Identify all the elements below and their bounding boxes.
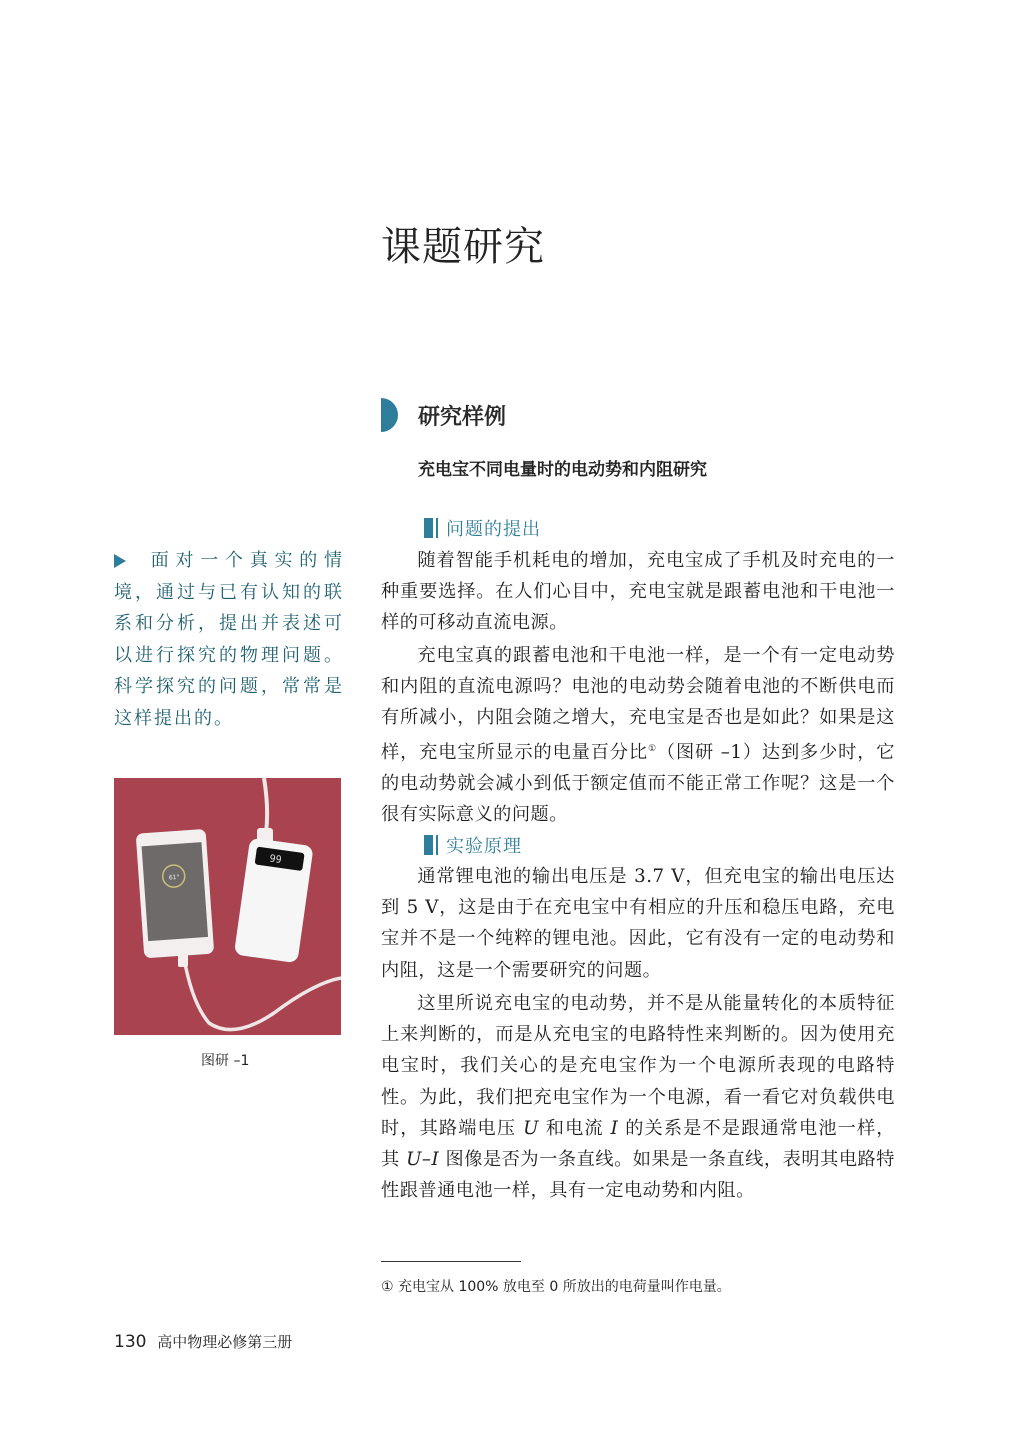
paragraph [381,988,895,1206]
paragraph-text: 的关系是不是跟通常电池一样，其 [381,1117,895,1171]
topic-title: 充电宝不同电量时的电动势和内阻研究 [418,460,707,480]
chapter-title: 课题研究 [381,224,545,270]
variable-I: I [610,1117,619,1139]
paragraph-text: 这里所说充电宝的电动势，并不是从能量转化的本质特征上来判断的，而是从充电宝的电路特性来判断的。因为使用充电宝时，我们关心的是充电宝作为一个电源所表现的电路特性。为此，我们把充电宝作为一个电源，看一看它对负载供电时，其路端电压 [381,993,895,1139]
side-note [114,545,344,734]
svg-text:99: 99 [268,853,283,867]
page-number: 130 [114,1332,147,1352]
bar-marker-icon [436,518,438,538]
figure-caption: 图研 –1 [201,1053,250,1069]
page-footer [114,1331,292,1352]
bar-marker-icon [424,835,433,855]
half-circle-marker-icon [381,398,398,432]
side-note-text: 面对一个真实的情境，通过与已有认知的联系和分析，提出并表述可以进行探究的物理问题。科学探究的问题，常常是这样提出的。 [114,550,344,729]
subsection-heading-principle [424,832,522,858]
paragraph: 随着智能手机耗电的增加，充电宝成了手机及时充电的一种重要选择。在人们心目中，充电宝就是跟蓄电池和干电池一样的可移动直流电源。 [381,550,895,634]
subsection-heading-question [424,515,541,541]
paragraph-text: （图研 –1）达到多少时，它的电动势就会减小到低于额定值而不能正常工作呢？这是一个很有实际意义的问题。 [381,741,895,826]
paragraph-text: 充电宝真的跟蓄电池和干电池一样，是一个有一定电动势和内阻的直流电源吗？电池的电动势会随着电池的不断供电而有所减小，内阻会随之增大，充电宝是否也是如此？如果是这样，充电宝所显示的电量百分比 [381,645,895,763]
section-heading [381,398,506,432]
paragraph [381,640,895,830]
svg-text:61°: 61° [168,873,180,882]
subsection-title: 问题的提出 [446,519,541,540]
variable-U-I: U–I [406,1149,440,1171]
figure-photo [114,778,341,1035]
bar-marker-icon [436,835,438,855]
paragraph: 通常锂电池的输出电压是 3.7 V，但充电宝的输出电压达到 5 V，这是由于在充电宝中有相应的升压和稳压电路，充电宝并不是一个纯粹的锂电池。因此，它有没有一定的电动势和内阻，这是一个需要研究的问题。 [381,866,895,981]
footnote-divider [381,1261,521,1262]
footnote-marker[interactable]: ① [647,743,657,754]
bar-marker-icon [424,518,433,538]
book-title: 高中物理必修第三册 [157,1333,293,1351]
variable-U: U [523,1117,539,1139]
section-title: 研究样例 [418,404,507,430]
triangle-marker-icon [114,554,126,568]
paragraph-text: 和电流 [538,1117,611,1139]
paragraph-text: 图像是否为一条直线。如果是一条直线，表明其电路特性跟普通电池一样，具有一定电动势和内阻。 [381,1149,895,1202]
footnote: ① 充电宝从 100% 放电至 0 所放出的电荷量叫作电量。 [381,1279,731,1295]
phone-and-power-bank-illustration [114,778,341,1035]
subsection-title: 实验原理 [446,836,522,857]
